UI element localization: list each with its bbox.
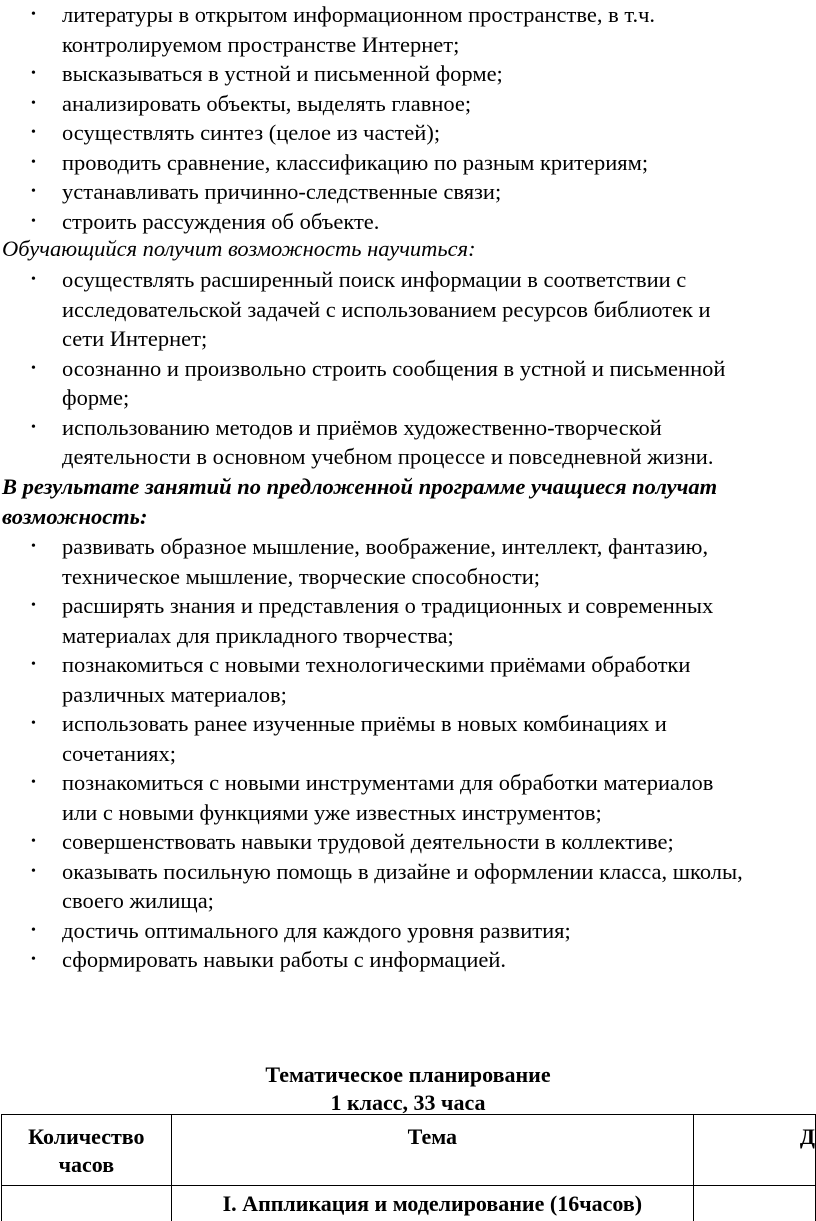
opportunity-list bbox=[0, 265, 816, 472]
list-item: • совершенствовать навыки трудовой деятельности в коллективе; bbox=[0, 827, 816, 857]
list-item: • сформировать навыки работы с информацией. bbox=[0, 945, 816, 975]
list-item: • использовать ранее изученные приёмы в новых комбинациях и сочетаниях; bbox=[31, 711, 667, 766]
list-item: • достичь оптимального для каждого уровня развития; bbox=[0, 916, 816, 946]
bullet-icon: • bbox=[31, 775, 36, 790]
table-cell bbox=[2, 1186, 172, 1221]
list-item: • высказываться в устной и письменной форме; bbox=[0, 59, 816, 89]
list-item: • осознанно и произвольно строить сообщения в устной и письменной форме; bbox=[31, 355, 726, 410]
plan-subtitle: 1 класс, 33 часа bbox=[330, 1090, 486, 1115]
list-item: • строить рассуждения об объекте. bbox=[0, 207, 816, 237]
bullet-icon: • bbox=[31, 360, 36, 376]
list-item: • анализировать объекты, выделять главное; bbox=[0, 89, 816, 119]
skills-list bbox=[0, 0, 816, 236]
bullet-icon: • bbox=[31, 716, 36, 731]
bullet-icon: • bbox=[31, 95, 36, 111]
list-item: • осуществлять синтез (целое из частей); bbox=[0, 118, 816, 148]
table-cell bbox=[694, 1186, 816, 1221]
table-header-row bbox=[2, 1115, 816, 1186]
list-item: • познакомиться с новыми технологическими приёмами обработки различных материалов; bbox=[31, 652, 691, 707]
results-heading: В результате занятий по предложенной программе учащиеся получат возможность: bbox=[2, 474, 718, 529]
bullet-icon: • bbox=[31, 657, 36, 672]
list-item: • оказывать посильную помощь в дизайне и оформлении класса, школы, своего жилища; bbox=[31, 858, 743, 913]
header-third: Д bbox=[694, 1115, 816, 1186]
bullet-icon: • bbox=[31, 154, 36, 170]
bullet-icon: • bbox=[31, 184, 36, 199]
bullet-icon: • bbox=[31, 863, 36, 879]
table-row bbox=[2, 1186, 816, 1221]
bullet-icon: • bbox=[31, 125, 36, 140]
list-item: • литературы в открытом информационном пространстве, в т.ч. контролируемом пространстве Интернет; bbox=[31, 2, 656, 57]
bullet-icon: • bbox=[31, 66, 36, 81]
opportunity-heading: Обучающийся получит возможность научиться: bbox=[2, 236, 476, 261]
list-item: • осуществлять расширенный поиск информации в соответствии с исследовательской задачей с использованием ресурсов библиотек и сети Интернет; bbox=[31, 267, 711, 351]
bullet-icon: • bbox=[31, 598, 36, 613]
bullet-icon: • bbox=[31, 539, 36, 554]
header-hours: Количество часов bbox=[2, 1115, 172, 1186]
bullet-icon: • bbox=[31, 419, 36, 435]
results-list bbox=[0, 532, 816, 975]
bullet-icon: • bbox=[31, 272, 36, 287]
list-item: • развивать образное мышление, воображение, интеллект, фантазию, техническое мышление, творческие способности; bbox=[31, 534, 709, 589]
list-item: • использованию методов и приёмов художественно-творческой деятельности в основном учебном процессе и повседневной жизни. bbox=[31, 414, 714, 469]
bullet-icon: • bbox=[31, 7, 36, 22]
bullet-icon: • bbox=[31, 922, 36, 938]
bullet-icon: • bbox=[31, 952, 36, 967]
section-row-cell: I. Аппликация и моделирование (16часов) bbox=[171, 1186, 693, 1221]
list-item: • проводить сравнение, классификацию по разным критериям; bbox=[0, 148, 816, 178]
list-item: • устанавливать причинно-следственные связи; bbox=[0, 177, 816, 207]
list-item: • расширять знания и представления о традиционных и современных материалах для прикладного творчества; bbox=[31, 593, 714, 648]
plan-table bbox=[1, 1114, 816, 1221]
bullet-icon: • bbox=[31, 834, 36, 849]
list-item: • познакомиться с новыми инструментами для обработки материалов или с новыми функциями уже известных инструментов; bbox=[31, 770, 714, 825]
bullet-icon: • bbox=[31, 213, 36, 229]
header-topic: Тема bbox=[171, 1115, 693, 1186]
plan-title: Тематическое планирование bbox=[265, 1062, 551, 1087]
